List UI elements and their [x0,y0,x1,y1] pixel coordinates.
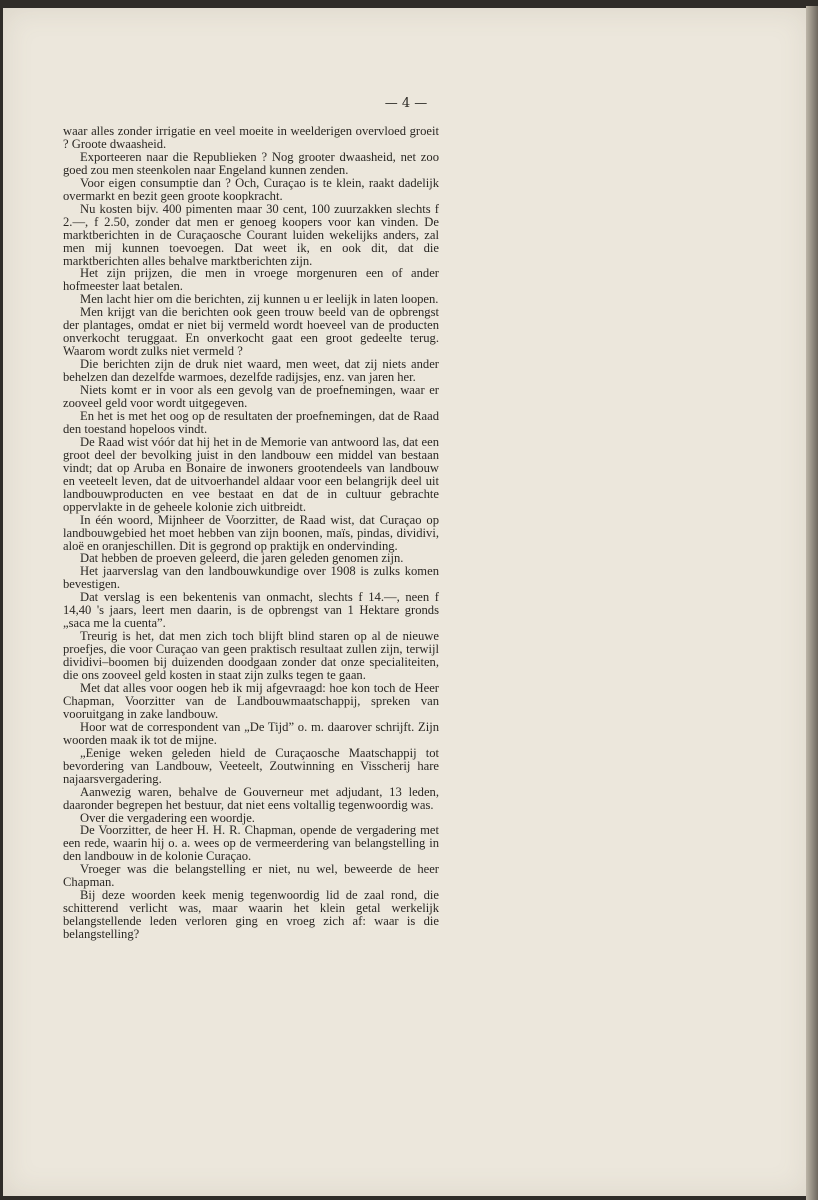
paragraph: De Voorzitter, de heer H. H. R. Chapman, opende de vergadering met een rede, waarin hij o. a. wees op de vermeerdering van belangstelling in den landbouw in de kolonie Curaçao. [63,823,439,864]
paragraph: Nu kosten bijv. 400 pimenten maar 30 cent, 100 zuurzakken slechts f 2.—, f 2.50, zonder dat men er genoeg koopers voor kan vinden. De marktberichten in de Curaçaosche Courant luiden wekelijks anders, zal men mij kunnen toevoegen. Dat weet ik, en ook dit, dat die marktberichten alles behalve marktberichten zijn. [63,201,439,268]
paragraph: Treurig is het, dat men zich toch blijft blind staren op al de nieuwe proefjes, die voor Curaçao van geen praktisch resultaat zullen zijn, terwijl dividivi–boomen bij duizenden doodgaan zonder dat onze specialiteiten, die ons zooveel geld kosten in staat zijn zulks tegen te gaan. [63,629,439,683]
paragraph: De Raad wist vóór dat hij het in de Memorie van antwoord las, dat een groot deel der bevolking juist in den landbouw een middel van bestaan vindt; dat op Aruba en Bonaire de inwoners grootendeels van landbouw en veeteelt leven, dat de uitvoerhandel aldaar voor een belangrijk deel uit landbouwproducten en vee bestaat en dat de in cultuur gebrachte oppervlakte in de geheele kolonie zich uitbreidt. [63,434,439,514]
paragraph: Dat verslag is een bekentenis van onmacht, slechts f 14.—, neen f 14,40 's jaars, leert men daarin, is de opbrengst van 1 Hektare gronds „saca me la cuenta”. [63,590,439,631]
paragraph: Aanwezig waren, behalve de Gouverneur met adjudant, 13 leden, daaronder begrepen het bestuur, dat niet eens voltallig tegenwoordig was. [63,784,439,812]
paragraph: Vroeger was die belangstelling er niet, nu wel, beweerde de heer Chapman. [63,862,439,890]
paragraph: Dat hebben de proeven geleerd, die jaren geleden genomen zijn. [80,551,404,566]
document-page [3,8,809,1196]
page-edge-shadow [806,6,818,1200]
paragraph: Niets komt er in voor als een gevolg van de proefnemingen, waar er zooveel geld voor wordt uitgegeven. [63,383,439,411]
paragraph: Men lacht hier om die berichten, zij kunnen u er leelijk in laten loopen. [80,292,439,307]
paragraph: Voor eigen consumptie dan ? Och, Curaçao is te klein, raakt dadelijk overmarkt en bezit geen groote koopkracht. [63,175,439,203]
paragraph: Exporteeren naar die Republieken ? Nog grooter dwaasheid, net zoo goed zou men steenkolen naar Engeland kunnen zenden. [63,149,439,177]
paragraph: En het is met het oog op de resultaten der proefnemingen, dat de Raad den toestand hopeloos vindt. [63,408,439,436]
paragraph: Over die vergadering een woordje. [80,810,255,825]
paragraph: In één woord, Mijnheer de Voorzitter, de Raad wist, dat Curaçao op landbouwgebied het moet hebben van zijn boonen, maïs, pindas, dividivi, aloë en oranjeschillen. Dit is gegrond op praktijk en ondervinding. [63,512,439,553]
page-number: — 4 — [384,96,428,111]
paragraph: Met dat alles voor oogen heb ik mij afgevraagd: hoe kon toch de Heer Chapman, Voorzitter van de Landbouwmaatschappij, spreken van vooruitgang in zake landbouw. [63,680,439,721]
paragraph: Het zijn prijzen, die men in vroege morgenuren een of ander hofmeester laat betalen. [63,266,439,294]
paragraph: waar alles zonder irrigatie en veel moeite in weelderigen overvloed groeit ? Groote dwaasheid. [63,124,439,151]
paragraph: Hoor wat de correspondent van „De Tijd” o. m. daarover schrijft. Zijn woorden maak ik tot de mijne. [63,719,439,747]
paragraph: Men krijgt van die berichten ook geen trouw beeld van de opbrengst der plantages, omdat er niet bij vermeld wordt hoeveel van de producten onverkocht teruggaat. En onverkocht gaat een groot gedeelte terug. Waarom wordt zulks niet vermeld ? [63,305,439,359]
paragraph: Bij deze woorden keek menig tegenwoordig lid de zaal rond, die schitterend verlicht was, maar waarin het klein getal werkelijk belangstellende leden verloren ging en vroeg zich af: waar is die belangstelling? [63,888,439,942]
paragraph: Die berichten zijn de druk niet waard, men weet, dat zij niets ander behelzen dan dezelfde warmoes, dezelfde radijsjes, enz. van jaren her. [63,357,439,385]
paragraph: Het jaarverslag van den landbouwkundige over 1908 is zulks komen bevestigen. [63,564,439,592]
paragraph: „Eenige weken geleden hield de Curaçaosche Maatschappij tot bevordering van Landbouw, Veeteelt, Zoutwinning en Visscherij hare najaarsvergadering. [63,745,439,786]
body-text [63,125,439,941]
